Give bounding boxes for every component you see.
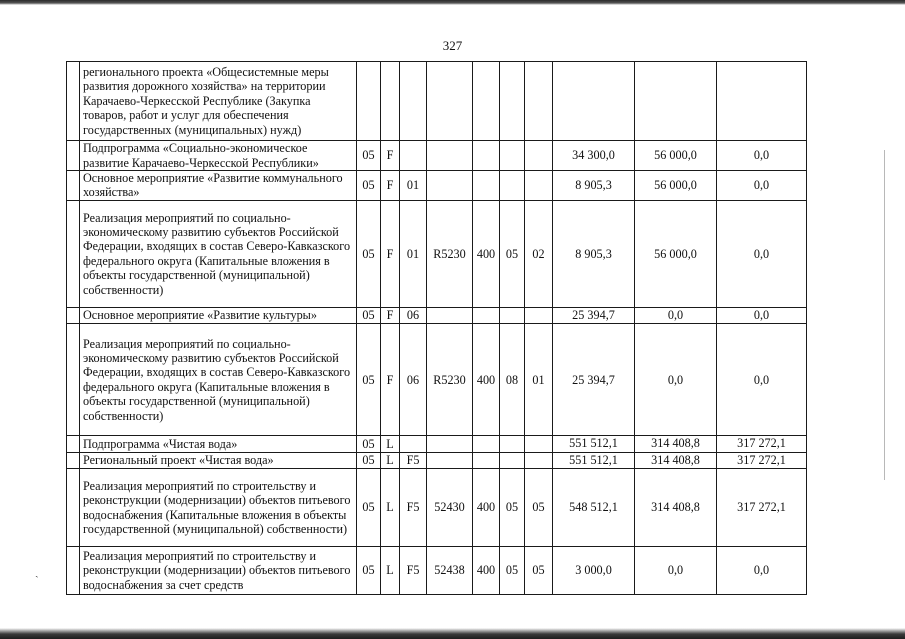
code-cell-1: 05	[357, 307, 381, 323]
amount-cell-2: 0,0	[635, 307, 717, 323]
amount-cell-3: 317 272,1	[717, 436, 807, 452]
row-number-cell	[67, 307, 80, 323]
amount-cell-1: 25 394,7	[553, 324, 635, 436]
code-cell-3: 06	[400, 307, 427, 323]
code-cell-2: F	[381, 200, 400, 307]
code-cell-6: 05	[500, 469, 525, 547]
code-cell-3: F5	[400, 469, 427, 547]
stray-mark: ˎ	[35, 566, 39, 578]
amount-cell-1: 8 905,3	[553, 200, 635, 307]
code-cell-2: L	[381, 452, 400, 468]
code-cell-4	[427, 141, 473, 171]
table-row	[67, 547, 807, 595]
code-cell-7	[525, 62, 553, 141]
row-number-cell	[67, 469, 80, 547]
amount-cell-2: 56 000,0	[635, 171, 717, 201]
code-cell-5: 400	[473, 547, 500, 595]
code-cell-5: 400	[473, 469, 500, 547]
amount-cell-2: 0,0	[635, 324, 717, 436]
amount-cell-3: 0,0	[717, 307, 807, 323]
scan-edge-bottom	[0, 628, 905, 639]
code-cell-4	[427, 171, 473, 201]
amount-cell-2	[635, 62, 717, 141]
code-cell-2: L	[381, 436, 400, 452]
row-number-cell	[67, 200, 80, 307]
code-cell-1: 05	[357, 141, 381, 171]
code-cell-7	[525, 171, 553, 201]
table-row	[67, 200, 807, 307]
code-cell-5	[473, 62, 500, 141]
description-cell: Реализация мероприятий по строительству и реконструкции (модернизации) объектов питьевого водоснабжения (Капитальные вложения в объекты государственной (муниципальной) собственности)	[80, 469, 357, 547]
amount-cell-1: 548 512,1	[553, 469, 635, 547]
code-cell-1: 05	[357, 436, 381, 452]
amount-cell-2: 0,0	[635, 547, 717, 595]
code-cell-5	[473, 307, 500, 323]
code-cell-7	[525, 141, 553, 171]
amount-cell-3: 0,0	[717, 171, 807, 201]
amount-cell-2: 56 000,0	[635, 200, 717, 307]
code-cell-4	[427, 452, 473, 468]
code-cell-5	[473, 171, 500, 201]
code-cell-4: 52438	[427, 547, 473, 595]
description-cell: Реализация мероприятий по строительству и реконструкции (модернизации) объектов питьевого водоснабжения за счет средств	[80, 547, 357, 595]
code-cell-1: 05	[357, 324, 381, 436]
code-cell-7: 01	[525, 324, 553, 436]
code-cell-4	[427, 307, 473, 323]
code-cell-4: R5230	[427, 200, 473, 307]
code-cell-3	[400, 436, 427, 452]
table-row	[67, 324, 807, 436]
code-cell-2	[381, 62, 400, 141]
code-cell-2: F	[381, 324, 400, 436]
description-cell: Реализация мероприятий по социально-экономическому развитию субъектов Российской Федерации, входящих в состав Северо-Кавказского федерального округа (Капитальные вложения в объекты государственной (муниципальной) собственности)	[80, 200, 357, 307]
code-cell-4	[427, 62, 473, 141]
amount-cell-3: 0,0	[717, 141, 807, 171]
code-cell-2: F	[381, 171, 400, 201]
table-row	[67, 171, 807, 201]
description-cell: Региональный проект «Чистая вода»	[80, 452, 357, 468]
code-cell-2: F	[381, 307, 400, 323]
row-number-cell	[67, 62, 80, 141]
code-cell-3: F5	[400, 452, 427, 468]
amount-cell-1: 25 394,7	[553, 307, 635, 323]
description-cell: Подпрограмма «Социально-экономическое развитие Карачаево-Черкесской Республики»	[80, 141, 357, 171]
description-cell: Реализация мероприятий по социально-экономическому развитию субъектов Российской Федерации, входящих в состав Северо-Кавказского федерального округа (Капитальные вложения в объекты государственной (муниципальной) собственности)	[80, 324, 357, 436]
code-cell-6	[500, 62, 525, 141]
amount-cell-3: 0,0	[717, 324, 807, 436]
amount-cell-1: 3 000,0	[553, 547, 635, 595]
table-row	[67, 452, 807, 468]
budget-table	[66, 61, 807, 595]
code-cell-5	[473, 141, 500, 171]
code-cell-7	[525, 307, 553, 323]
table-row	[67, 436, 807, 452]
code-cell-3: 01	[400, 171, 427, 201]
code-cell-2: L	[381, 469, 400, 547]
code-cell-2: L	[381, 547, 400, 595]
amount-cell-2: 314 408,8	[635, 452, 717, 468]
code-cell-5: 400	[473, 324, 500, 436]
amount-cell-3: 317 272,1	[717, 452, 807, 468]
amount-cell-1: 8 905,3	[553, 171, 635, 201]
code-cell-7	[525, 452, 553, 468]
code-cell-5	[473, 452, 500, 468]
code-cell-5	[473, 436, 500, 452]
scan-margin-line	[884, 150, 885, 480]
table-row	[67, 62, 807, 141]
row-number-cell	[67, 436, 80, 452]
code-cell-6	[500, 436, 525, 452]
row-number-cell	[67, 547, 80, 595]
code-cell-7: 05	[525, 547, 553, 595]
page-number: 327	[442, 38, 463, 53]
scan-edge-top	[0, 0, 905, 5]
code-cell-1: 05	[357, 452, 381, 468]
code-cell-6: 05	[500, 200, 525, 307]
table-row	[67, 469, 807, 547]
amount-cell-1: 34 300,0	[553, 141, 635, 171]
table-row	[67, 141, 807, 171]
code-cell-7: 05	[525, 469, 553, 547]
code-cell-5: 400	[473, 200, 500, 307]
code-cell-2: F	[381, 141, 400, 171]
code-cell-6	[500, 452, 525, 468]
code-cell-1: 05	[357, 469, 381, 547]
amount-cell-3: 0,0	[717, 547, 807, 595]
code-cell-3	[400, 141, 427, 171]
description-cell: Основное мероприятие «Развитие культуры»	[80, 307, 357, 323]
description-cell: Основное мероприятие «Развитие коммунального хозяйства»	[80, 171, 357, 201]
amount-cell-2: 56 000,0	[635, 141, 717, 171]
code-cell-1	[357, 62, 381, 141]
row-number-cell	[67, 171, 80, 201]
code-cell-4: R5230	[427, 324, 473, 436]
amount-cell-1	[553, 62, 635, 141]
amount-cell-1: 551 512,1	[553, 452, 635, 468]
code-cell-6	[500, 307, 525, 323]
code-cell-4: 52430	[427, 469, 473, 547]
amount-cell-3: 0,0	[717, 200, 807, 307]
amount-cell-2: 314 408,8	[635, 436, 717, 452]
code-cell-6: 08	[500, 324, 525, 436]
row-number-cell	[67, 324, 80, 436]
row-number-cell	[67, 141, 80, 171]
table-row	[67, 307, 807, 323]
code-cell-6	[500, 171, 525, 201]
amount-cell-3	[717, 62, 807, 141]
code-cell-6: 05	[500, 547, 525, 595]
amount-cell-3: 317 272,1	[717, 469, 807, 547]
code-cell-1: 05	[357, 171, 381, 201]
amount-cell-1: 551 512,1	[553, 436, 635, 452]
code-cell-7	[525, 436, 553, 452]
amount-cell-2: 314 408,8	[635, 469, 717, 547]
code-cell-6	[500, 141, 525, 171]
description-cell: Подпрограмма «Чистая вода»	[80, 436, 357, 452]
code-cell-3	[400, 62, 427, 141]
code-cell-4	[427, 436, 473, 452]
row-number-cell	[67, 452, 80, 468]
description-cell: регионального проекта «Общесистемные меры развития дорожного хозяйства» на территории Карачаево-Черкесской Республике (Закупка товаров, работ и услуг для обеспечения государственных (муниципальных) нужд)	[80, 62, 357, 141]
code-cell-3: F5	[400, 547, 427, 595]
code-cell-3: 01	[400, 200, 427, 307]
code-cell-1: 05	[357, 547, 381, 595]
code-cell-3: 06	[400, 324, 427, 436]
code-cell-1: 05	[357, 200, 381, 307]
code-cell-7: 02	[525, 200, 553, 307]
